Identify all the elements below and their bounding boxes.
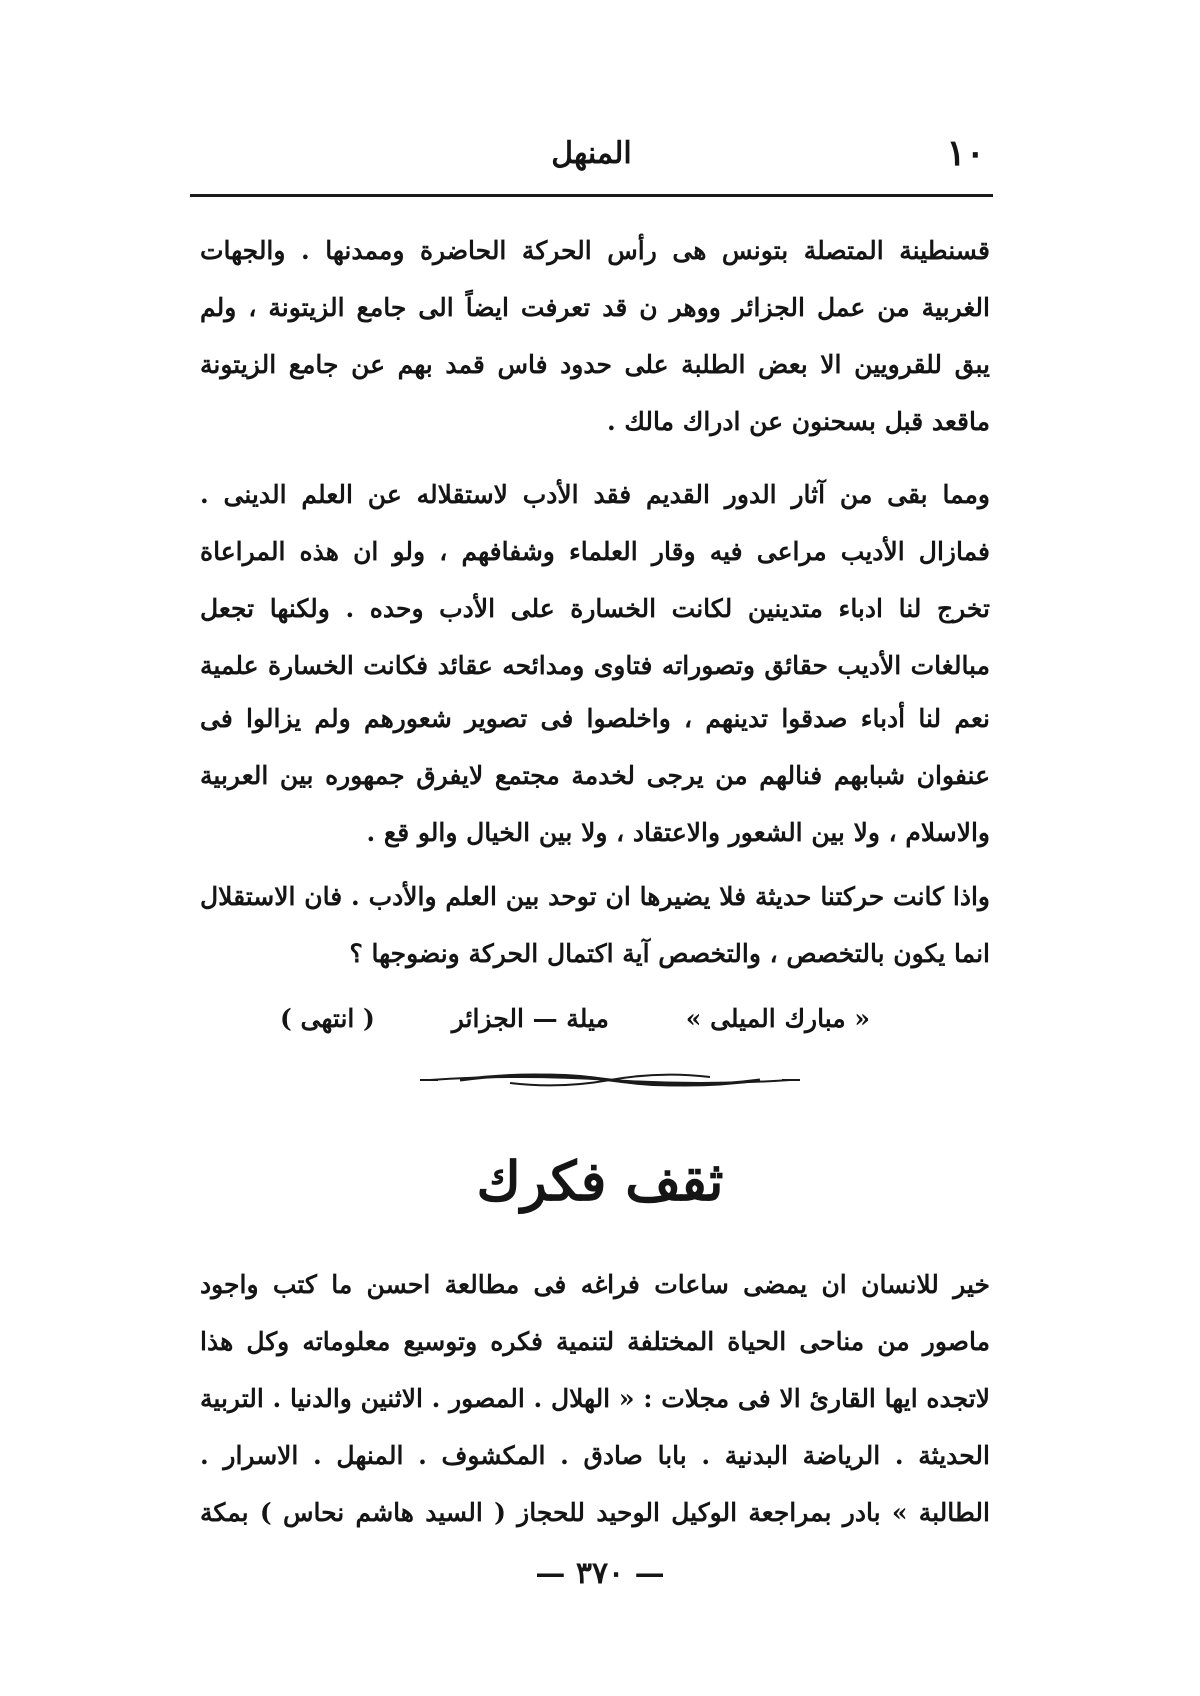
- article-signature: [280, 993, 870, 1043]
- section-divider-ornament: [420, 1066, 800, 1094]
- signature-author: « مبارك الميلى »: [685, 1003, 870, 1033]
- article-paragraph-2: ومما بقى من آثار الدور القديم فقد الأدب لاستقلاله عن العلم الدينى . فمازال الأديب مراعى فيه وقار العلماء وشفافهم ، ولو ان هذه المراعاة تخرج لنا ادباء متدينين لكانت الخسارة على الأدب وحده . ولكنها تجعل مبالغات الأديب حقائق وتصوراته فتاوى ومدائحه عقائد فكانت الخسارة علمية: [200, 480, 990, 680]
- page-number: — ٣٧٠ —: [535, 1556, 665, 1591]
- header-rule: [190, 194, 993, 197]
- folio-number: ١٠: [946, 132, 985, 174]
- journal-title: المنهل: [551, 136, 632, 171]
- signature-end-note: ( انتهى ): [280, 1003, 375, 1033]
- article-paragraph-4: واذا كانت حركتنا حديثة فلا يضيرها ان توحد بين العلم والأدب . فان الاستقلال انما يكون بالتخصص ، والتخصص آية اكتمال الحركة ونضوجها ؟: [200, 882, 990, 968]
- article-paragraph-3: نعم لنا أدباء صدقوا تدينهم ، واخلصوا فى تصوير شعورهم ولم يزالوا فى عنفوان شبابهم فنالهم من يرجى لخدمة مجتمع لايفرق جمهوره بين العربية والاسلام ، ولا بين الشعور والاعتقاد ، ولا بين الخيال والو قع .: [200, 704, 990, 847]
- advertisement-text: خير للانسان ان يمضى ساعات فراغه فى مطالعة احسن ما كتب واجود ماصور من مناحى الحياة المختلفة لتنمية فكره وتوسيع معلوماته وكل هذا لاتجده ايها القارئ الا فى مجلات : « الهلال . المصور . الاثنين والدنيا . التربية الحديثة . الرياضة البدنية . بابا صادق . المكشوف . المنهل . الاسرار . الطالبة » بادر بمراجعة الوكيل الوحيد للحجاز ( السيد هاشم نحاس ) بمكة: [200, 1270, 990, 1527]
- section-heading: ثقف فكرك: [476, 1149, 724, 1213]
- signature-place: ميلة — الجزائر: [451, 1003, 609, 1033]
- running-head: [190, 126, 993, 186]
- article-paragraph-1: قسنطينة المتصلة بتونس هى رأس الحركة الحاضرة وممدنها . والجهات الغربية من عمل الجزائر ووهر ن قد تعرفت ايضاً الى جامع الزيتونة ، ولم يبق للقرويين الا بعض الطلبة على حدود فاس قمد بهم عن جامع الزيتونة ماقعد قبل بسحنون عن ادراك مالك .: [200, 236, 990, 436]
